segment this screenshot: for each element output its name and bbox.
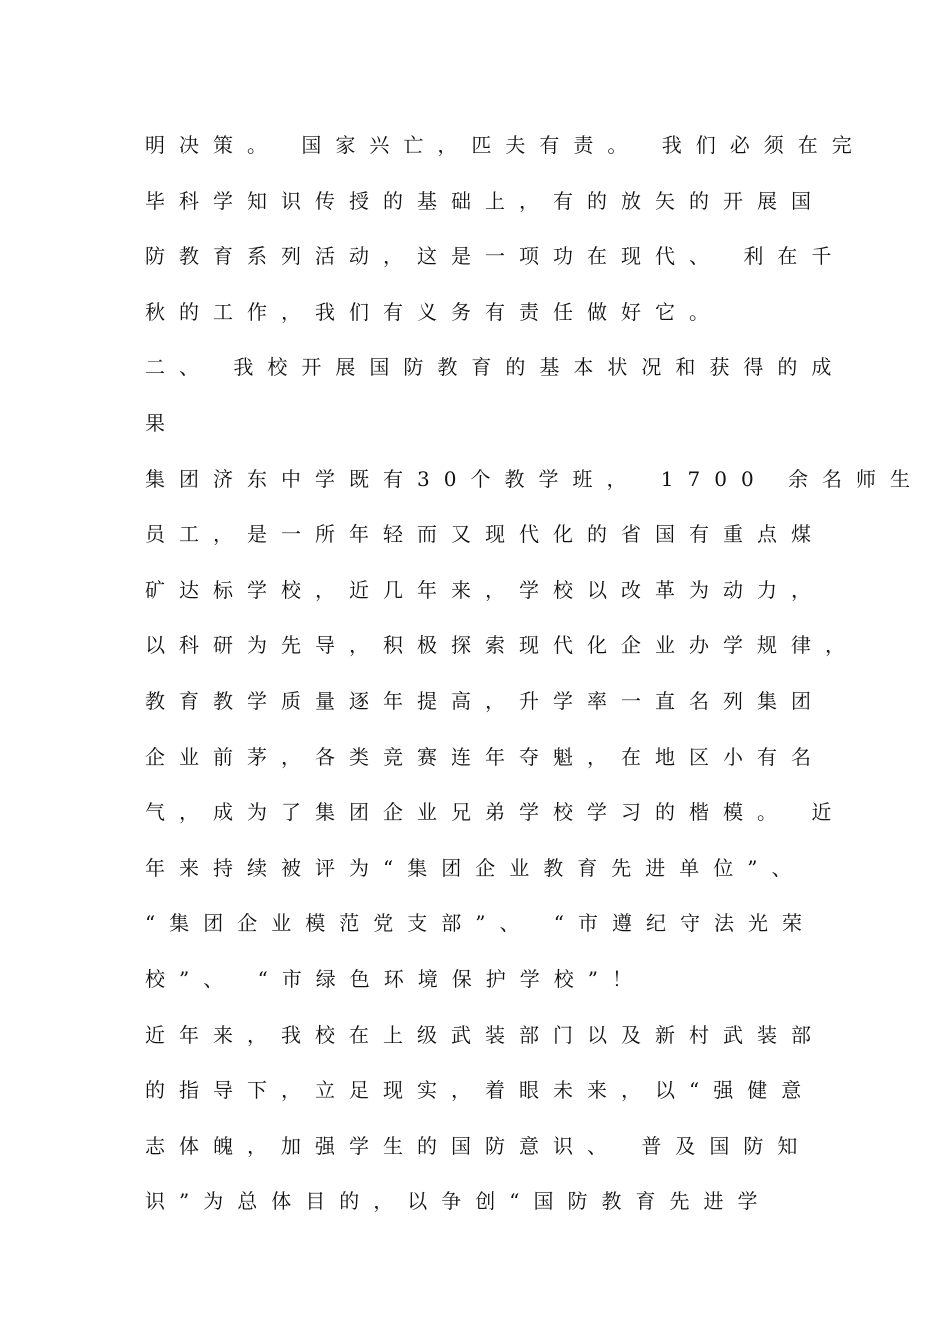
text-line-19: 志体魄，加强学生的国防意识、 普及国防知	[145, 1133, 812, 1158]
text-line-2: 毕科学知识传授的基础上，有的放矢的开展国	[145, 188, 825, 213]
text-line-18: 的指导下，立足现实，着眼未来，以“强健意	[145, 1078, 816, 1103]
text-line-3: 防教育系列活动，这是一项功在现代、 利在千	[145, 244, 846, 269]
document-body	[145, 124, 925, 1236]
text-line-20: 识”为总体目的，以争创“国防教育先进学	[145, 1189, 772, 1214]
text-line-8: 员工，是一所年轻而又现代化的省国有重点煤	[145, 522, 825, 547]
text-line-16: 校”、 “市绿色环境保护学校”！	[145, 966, 647, 991]
text-line-17: 近年来，我校在上级武装部门以及新村武装部	[145, 1022, 825, 1047]
section-heading-line-1: 二、 我校开展国防教育的基本状况和获得的成	[145, 355, 846, 380]
text-line-12: 企业前茅，各类竞赛连年夺魁，在地区小有名	[145, 744, 825, 769]
text-line-7: 集团济东中学既有30个教学班， 1700 余名师生	[145, 466, 925, 491]
text-line-4: 秋的工作，我们有义务有责任做好它。	[145, 299, 723, 324]
text-line-14: 年来持续被评为“集团企业教育先进单位”、	[145, 855, 806, 880]
text-line-9: 矿达标学校，近几年来，学校以改革为动力，	[145, 577, 825, 602]
text-line-11: 教育教学质量逐年提高，升学率一直名列集团	[145, 688, 825, 713]
text-line-13: 气，成为了集团企业兄弟学校学习的楷模。 近	[145, 800, 846, 825]
text-line-10: 以科研为先导，积极探索现代化企业办学规律，	[145, 633, 859, 658]
section-heading-line-2: 果	[145, 410, 179, 435]
text-line-1: 明决策。 国家兴亡，匹夫有责。 我们必须在完	[145, 133, 866, 157]
text-line-15: “集团企业模范党支部”、 “市遵纪守法光荣	[145, 911, 817, 936]
